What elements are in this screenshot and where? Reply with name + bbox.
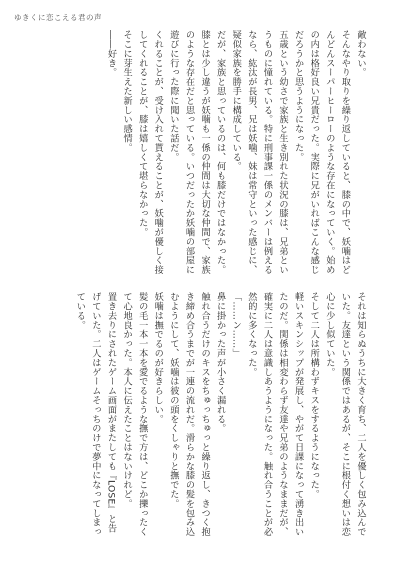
paragraph: 妖噛は撫でるのが好きらしい。 xyxy=(152,292,164,424)
running-header: ゆきくに恋こえる君の声 xyxy=(14,13,102,22)
paragraph: 置き去りにされたゲーム画面がまたしても『LOSE』と告げていた。二人はゲームそっちのけで夢中になってしまっている。 xyxy=(74,292,117,537)
paragraph: それは知らぬうちに大きく育ち、二人を優しく包み込んでいた。友達という関係ではあるが、そこに根付く想いは恋心に少し似ていた。 xyxy=(323,292,366,537)
paragraph: くれることが、受け入れて貰えることが、妖噛が優しく接してくれることが、膝は嬉しくて堪らなかった。 xyxy=(136,30,164,275)
paragraph: 五歳という幼さで家族と生き別れた状況の膝は、兄弟というものに憧れている。特に刑事課一係のメンバーは例えるなら、紘汰が長男、兄は妖噛、妹は常守といった感じに、疑似家族を勝手に構成している。 xyxy=(230,30,289,275)
paragraph: ――好き。 xyxy=(105,30,117,77)
paragraph: 軽いスキンシップが発展し、やがて日課になって湧き出いたのだ。関係は相変わらず友達や兄弟のようなままだが、確実に二人は意識しあうようになった。触れ合うことが必然的に多くなった。 xyxy=(245,292,304,537)
paragraph: 触れ合うだけのキスをちゅっちゅっと繰り返し、きつく抱き締め合うまでが一連の流れだ。滑らかな膝の髪を包み込むようにして、妖噛は彼の頭をくしゃりと撫でた。 xyxy=(167,292,211,537)
upper-text-block xyxy=(46,30,368,280)
paragraph: そこに芽生えた新しい感情。 xyxy=(121,30,133,153)
paragraph: 敵わない。 xyxy=(355,30,366,77)
lower-text-block xyxy=(74,292,368,542)
paragraph: そんなやり取りを繰り返していると、膝の中で、妖噛はどんどんスーパーヒーローのような存在になっていく。始めの内は格好良い兄貴だった。実際に兄がいればこんな感じだろうかと思うようになった。 xyxy=(292,30,351,275)
paragraph: そして二人は所構わずキスをするようになった。 xyxy=(308,292,320,499)
paragraph: 膝とは少し違うが妖噛も一係の仲間は大切な仲間で、家族のような存在だと思っている。いつだったか妖噛の部屋に遊びに行った際に聞いた話だ。 xyxy=(167,30,211,275)
paragraph: だが、家族と思っているのは、何も膝だけではなかった。 xyxy=(214,30,226,275)
paragraph: 髪の毛一本一本を愛でるような撫で方は、どこか擽ったくて心地良かった。本人に伝えたことはないけれど。 xyxy=(121,292,148,537)
paragraph: 「……ン……」 xyxy=(230,292,242,358)
paragraph: 鼻に掛かった声が小さく漏れる。 xyxy=(214,292,226,433)
